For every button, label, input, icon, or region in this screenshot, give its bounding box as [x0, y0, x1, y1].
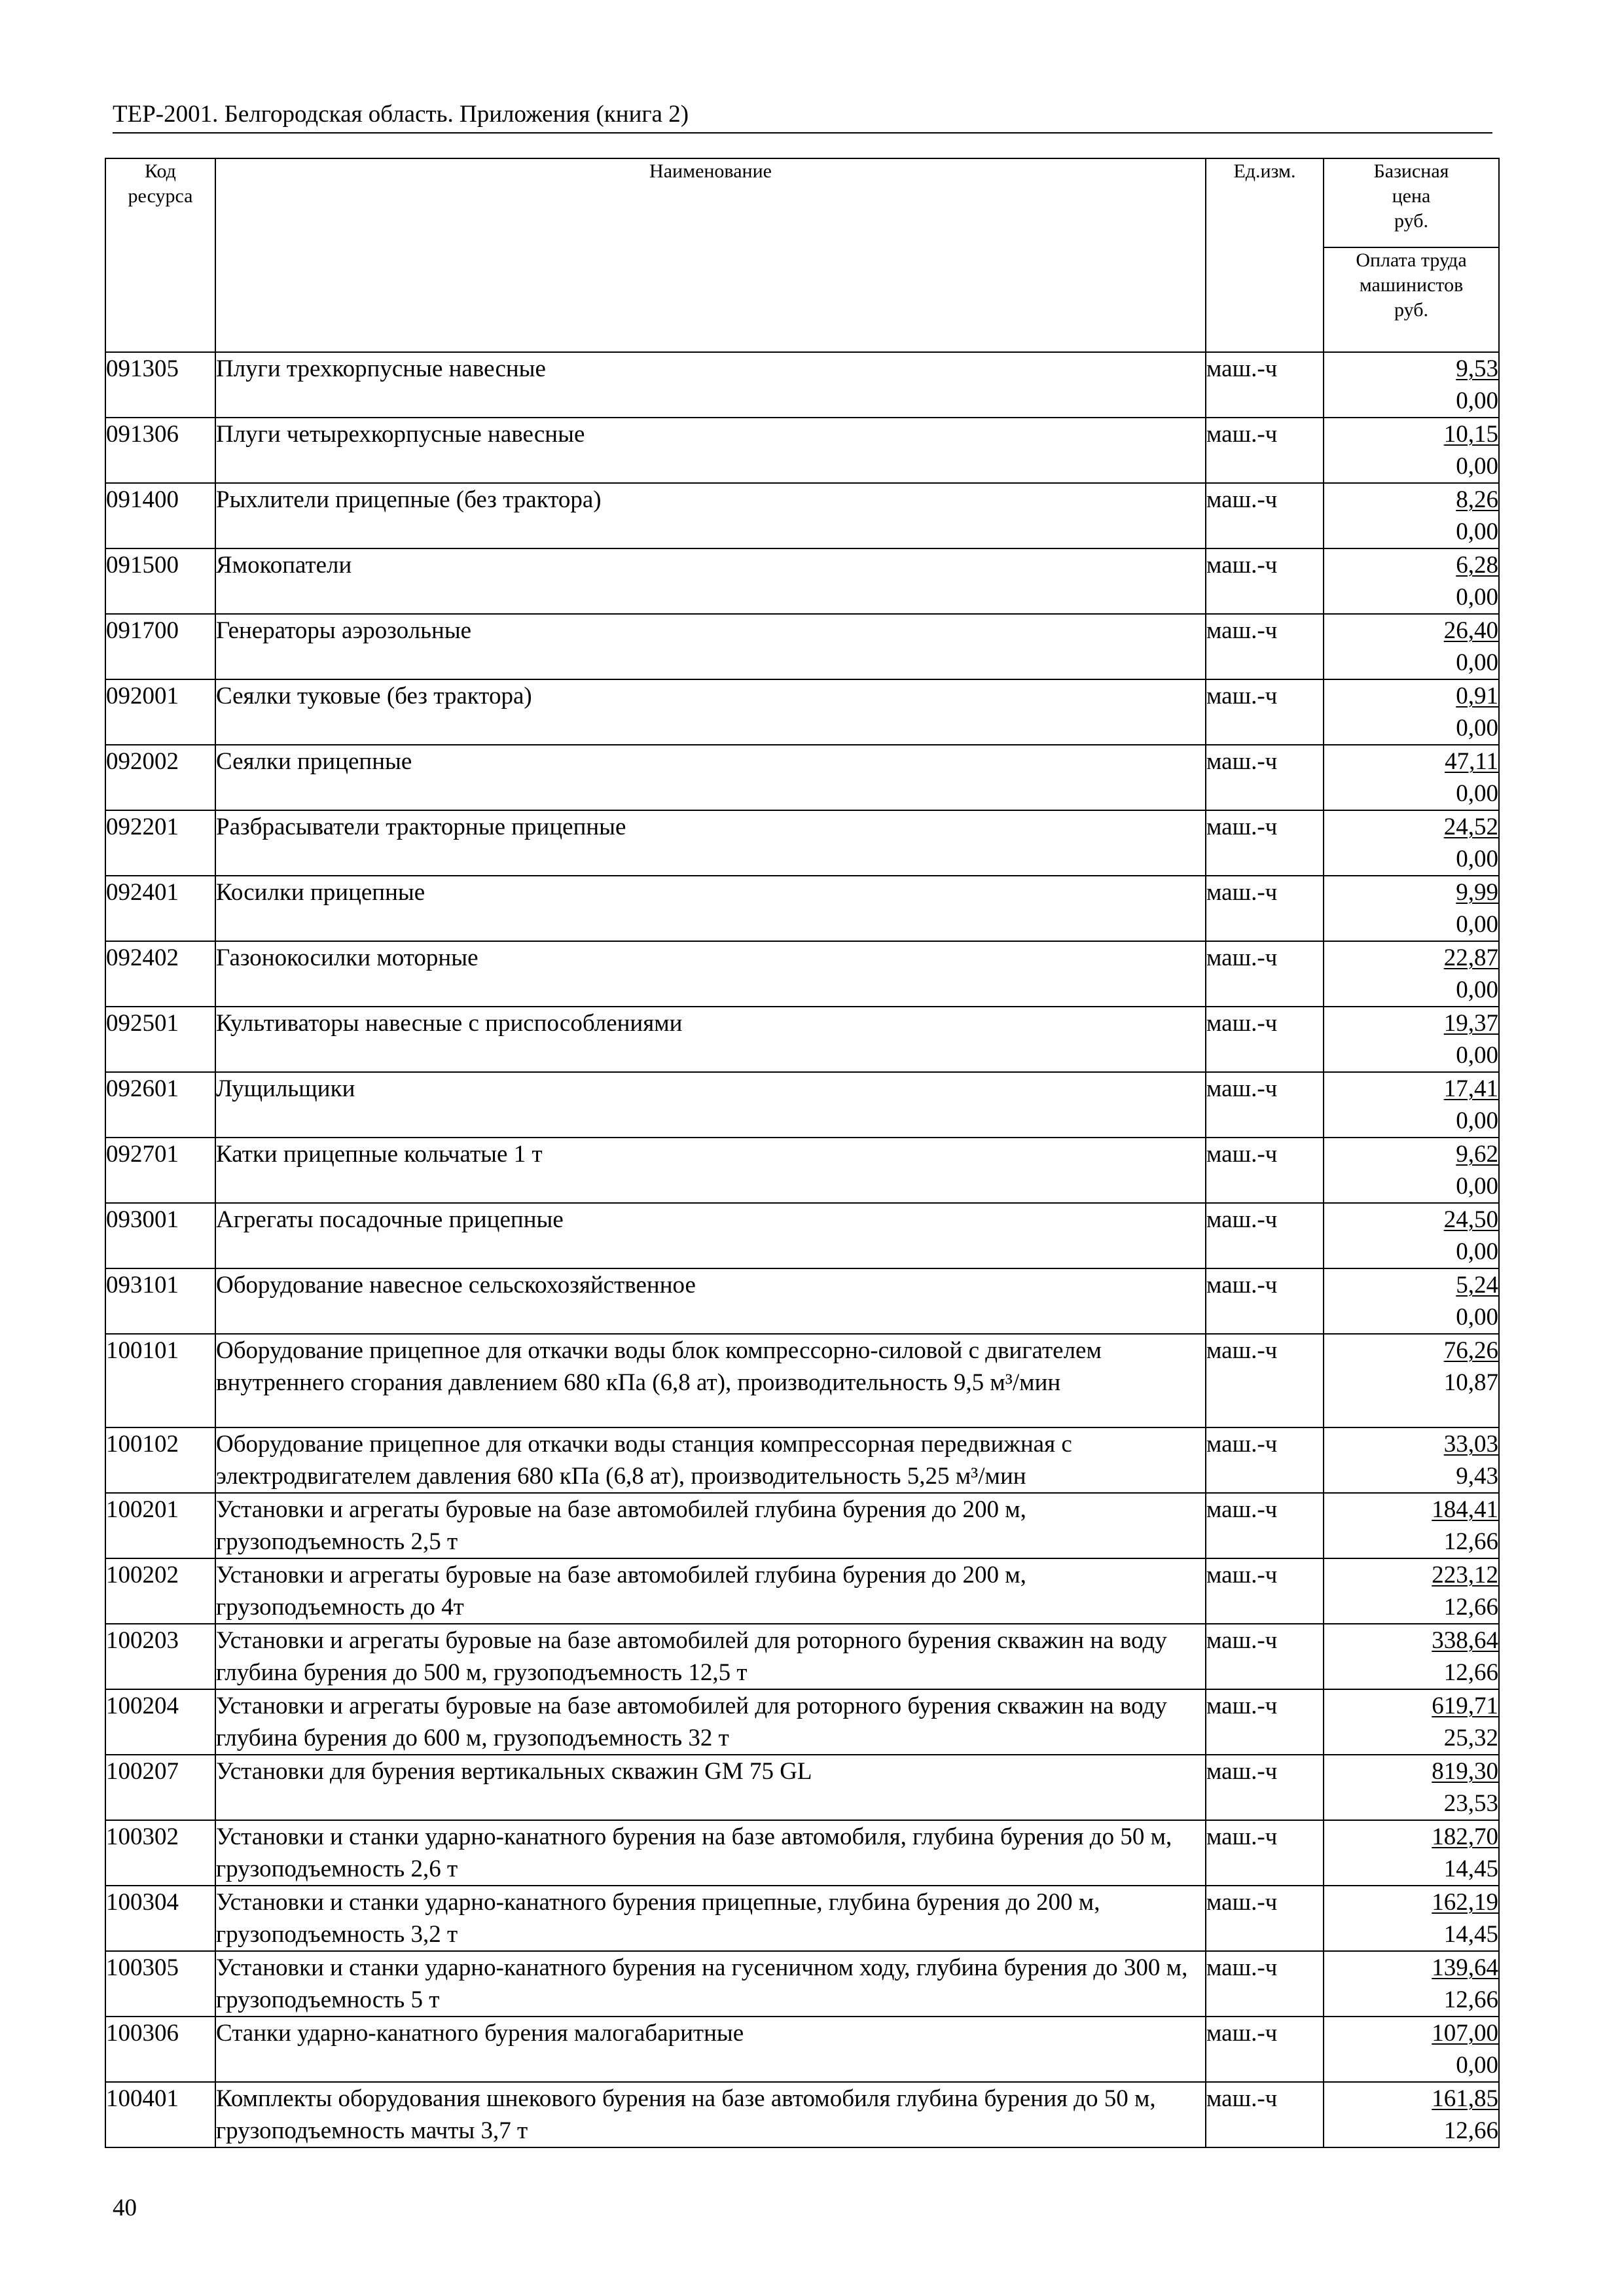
table-row [105, 1138, 1499, 1203]
price-cell [1324, 2017, 1499, 2082]
table-row [105, 614, 1499, 679]
table-row [105, 745, 1499, 810]
resource-code: 092701 [105, 1138, 215, 1203]
table-row [105, 679, 1499, 745]
labor-price: 14,45 [1443, 1856, 1498, 1882]
base-price-wrapper [1324, 1269, 1498, 1301]
base-price: 24,50 [1443, 1206, 1498, 1233]
labor-price: 0,00 [1456, 911, 1498, 938]
price-cell [1324, 1951, 1499, 2017]
base-price: 161,85 [1432, 2085, 1498, 2112]
table-row [105, 810, 1499, 876]
base-price-wrapper [1324, 1952, 1498, 1984]
resource-code: 092402 [105, 941, 215, 1007]
labor-price: 12,66 [1443, 1986, 1498, 2013]
table-row [105, 483, 1499, 548]
resource-code: 100102 [105, 1427, 215, 1493]
resource-unit: маш.-ч [1206, 1755, 1324, 1820]
resource-name: Косилки прицепные [215, 876, 1206, 941]
base-price-wrapper [1324, 418, 1498, 450]
price-cell [1324, 1007, 1499, 1072]
base-price-wrapper [1324, 549, 1498, 581]
table-row [105, 1886, 1499, 1951]
labor-price: 0,00 [1456, 846, 1498, 872]
price-cell [1324, 1493, 1499, 1558]
labor-price: 0,00 [1456, 1173, 1498, 1200]
price-cell [1324, 548, 1499, 614]
table-body [105, 352, 1499, 2147]
resource-name: Комплекты оборудования шнекового бурения на базе автомобиля глубина бурения до 50 м, грузоподъемность мачты 3,7 т [215, 2082, 1206, 2147]
base-price-wrapper [1324, 1204, 1498, 1236]
resource-name: Разбрасыватели тракторные прицепные [215, 810, 1206, 876]
base-price: 182,70 [1432, 1823, 1498, 1850]
price-cell [1324, 1624, 1499, 1689]
labor-price: 0,00 [1456, 1107, 1498, 1134]
table-row [105, 1755, 1499, 1820]
column-header-name: Наименование [215, 158, 1206, 352]
column-header-code: Код ресурса [105, 158, 215, 352]
table-row [105, 1203, 1499, 1268]
column-header-base-price: Базисная цена руб. [1324, 158, 1499, 247]
resource-name: Сеялки прицепные [215, 745, 1206, 810]
labor-price: 12,66 [1443, 1659, 1498, 1686]
resource-name: Установки и агрегаты буровые на базе автомобилей глубина бурения до 200 м, грузоподъемность 2,5 т [215, 1493, 1206, 1558]
price-cell [1324, 418, 1499, 483]
resource-code: 091400 [105, 483, 215, 548]
labor-price: 0,00 [1456, 780, 1498, 807]
labor-price: 0,00 [1456, 387, 1498, 414]
labor-price: 0,00 [1456, 584, 1498, 611]
resource-name: Рыхлители прицепные (без трактора) [215, 483, 1206, 548]
table-row [105, 352, 1499, 418]
base-price: 223,12 [1432, 1562, 1498, 1588]
labor-price: 23,53 [1443, 1790, 1498, 1817]
resource-name: Генераторы аэрозольные [215, 614, 1206, 679]
base-price: 8,26 [1456, 486, 1498, 513]
base-price-wrapper [1324, 615, 1498, 647]
base-price-wrapper [1324, 1755, 1498, 1787]
base-price-wrapper [1324, 1624, 1498, 1657]
resource-unit: маш.-ч [1206, 745, 1324, 810]
resource-name: Установки и станки ударно-канатного бурения на базе автомобиля, глубина бурения до 50 м, грузоподъемность 2,6 т [215, 1820, 1206, 1886]
resource-code: 100202 [105, 1558, 215, 1624]
column-header-labor: Оплата труда машинистов руб. [1324, 247, 1499, 352]
base-price-wrapper [1324, 1559, 1498, 1591]
labor-price: 9,43 [1456, 1463, 1498, 1490]
price-cell [1324, 352, 1499, 418]
base-price-wrapper [1324, 1886, 1498, 1918]
base-price-wrapper [1324, 942, 1498, 974]
base-price-wrapper [1324, 811, 1498, 843]
resource-name: Оборудование прицепное для откачки воды блок компрессорно-силовой с двигателем внутреннего сгорания давлением 680 кПа (6,8 ат), производительность 9,5 м³/мин [215, 1334, 1206, 1427]
table-row [105, 1334, 1499, 1427]
resource-name: Культиваторы навесные с приспособлениями [215, 1007, 1206, 1072]
table-row [105, 1820, 1499, 1886]
resource-code: 092002 [105, 745, 215, 810]
resource-unit: маш.-ч [1206, 1334, 1324, 1427]
table-row [105, 1951, 1499, 2017]
resource-unit: маш.-ч [1206, 418, 1324, 483]
base-price-wrapper [1324, 1073, 1498, 1105]
resource-name: Установки и агрегаты буровые на базе автомобилей для роторного бурения скважин на воду глубина бурения до 500 м, грузоподъемность 12,5 т [215, 1624, 1206, 1689]
price-cell [1324, 1268, 1499, 1334]
labor-price: 0,00 [1456, 1304, 1498, 1331]
table-row [105, 1689, 1499, 1755]
labor-price: 0,00 [1456, 977, 1498, 1003]
resource-unit: маш.-ч [1206, 1427, 1324, 1493]
price-cell [1324, 1072, 1499, 1138]
resource-unit: маш.-ч [1206, 1886, 1324, 1951]
resource-unit: маш.-ч [1206, 876, 1324, 941]
price-cell [1324, 614, 1499, 679]
price-cell [1324, 745, 1499, 810]
labor-price: 12,66 [1443, 1528, 1498, 1555]
table-row [105, 1268, 1499, 1334]
resource-unit: маш.-ч [1206, 1624, 1324, 1689]
price-cell [1324, 1755, 1499, 1820]
price-cell [1324, 1427, 1499, 1493]
base-price-wrapper [1324, 680, 1498, 712]
base-price-wrapper [1324, 1690, 1498, 1722]
base-price: 162,19 [1432, 1889, 1498, 1916]
resource-unit: маш.-ч [1206, 614, 1324, 679]
base-price: 619,71 [1432, 1693, 1498, 1719]
price-cell [1324, 483, 1499, 548]
base-price: 338,64 [1432, 1627, 1498, 1654]
resource-code: 100203 [105, 1624, 215, 1689]
table-row [105, 1493, 1499, 1558]
base-price-wrapper [1324, 1335, 1498, 1367]
resource-unit: маш.-ч [1206, 1689, 1324, 1755]
base-price-wrapper [1324, 1821, 1498, 1853]
price-cell [1324, 679, 1499, 745]
resource-name: Оборудование прицепное для откачки воды станция компрессорная передвижная с электродвигателем давления 680 кПа (6,8 ат), производительность 5,25 м³/мин [215, 1427, 1206, 1493]
labor-price: 12,66 [1443, 2117, 1498, 2144]
price-cell [1324, 1334, 1499, 1427]
price-cell [1324, 1203, 1499, 1268]
base-price: 139,64 [1432, 1954, 1498, 1981]
table-row [105, 1072, 1499, 1138]
resource-name: Сеялки туковые (без трактора) [215, 679, 1206, 745]
resource-unit: маш.-ч [1206, 548, 1324, 614]
resource-name: Оборудование навесное сельскохозяйственное [215, 1268, 1206, 1334]
resource-unit: маш.-ч [1206, 1951, 1324, 2017]
labor-price: 12,66 [1443, 1594, 1498, 1621]
resource-name: Агрегаты посадочные прицепные [215, 1203, 1206, 1268]
base-price: 107,00 [1432, 2020, 1498, 2047]
resource-name: Установки и агрегаты буровые на базе автомобилей для роторного бурения скважин на воду глубина бурения до 600 м, грузоподъемность 32 т [215, 1689, 1206, 1755]
base-price: 24,52 [1443, 814, 1498, 840]
resource-unit: маш.-ч [1206, 483, 1324, 548]
labor-price: 0,00 [1456, 1238, 1498, 1265]
labor-price: 0,00 [1456, 453, 1498, 480]
resource-name: Ямокопатели [215, 548, 1206, 614]
resource-unit: маш.-ч [1206, 1007, 1324, 1072]
base-price-wrapper [1324, 745, 1498, 778]
resource-code: 091500 [105, 548, 215, 614]
labor-price: 0,00 [1456, 1042, 1498, 1069]
base-price-wrapper [1324, 484, 1498, 516]
resource-name: Катки прицепные кольчатые 1 т [215, 1138, 1206, 1203]
table-row [105, 2082, 1499, 2147]
price-cell [1324, 876, 1499, 941]
table-row [105, 548, 1499, 614]
base-price: 47,11 [1445, 748, 1498, 775]
price-cell [1324, 2082, 1499, 2147]
base-price-wrapper [1324, 1428, 1498, 1460]
resource-unit: маш.-ч [1206, 1203, 1324, 1268]
base-price-wrapper [1324, 2017, 1498, 2049]
base-price: 819,30 [1432, 1758, 1498, 1785]
resource-unit: маш.-ч [1206, 1268, 1324, 1334]
table-row [105, 1624, 1499, 1689]
base-price-wrapper [1324, 1138, 1498, 1170]
resource-name: Газонокосилки моторные [215, 941, 1206, 1007]
resource-code: 100304 [105, 1886, 215, 1951]
base-price-wrapper [1324, 353, 1498, 385]
base-price: 26,40 [1443, 617, 1498, 644]
labor-price: 0,00 [1456, 649, 1498, 676]
base-price: 10,15 [1443, 421, 1498, 448]
resource-unit: маш.-ч [1206, 941, 1324, 1007]
labor-price: 25,32 [1443, 1725, 1498, 1751]
price-cell [1324, 810, 1499, 876]
resource-name: Установки для бурения вертикальных скважин GM 75 GL [215, 1755, 1206, 1820]
resource-name: Лущильщики [215, 1072, 1206, 1138]
resource-unit: маш.-ч [1206, 1072, 1324, 1138]
base-price: 19,37 [1443, 1010, 1498, 1037]
base-price: 33,03 [1443, 1431, 1498, 1458]
resource-unit: маш.-ч [1206, 2017, 1324, 2082]
resource-name: Установки и станки ударно-канатного бурения на гусеничном ходу, глубина бурения до 300 м, грузоподъемность 5 т [215, 1951, 1206, 2017]
resource-code: 092401 [105, 876, 215, 941]
resource-code: 092601 [105, 1072, 215, 1138]
resource-unit: маш.-ч [1206, 810, 1324, 876]
base-price-wrapper [1324, 2083, 1498, 2115]
resource-code: 093101 [105, 1268, 215, 1334]
price-cell [1324, 1558, 1499, 1624]
base-price: 9,99 [1456, 879, 1498, 906]
price-cell [1324, 941, 1499, 1007]
labor-price: 10,87 [1443, 1369, 1498, 1396]
base-price-wrapper [1324, 876, 1498, 908]
resource-name: Установки и агрегаты буровые на базе автомобилей глубина бурения до 200 м, грузоподъемность до 4т [215, 1558, 1206, 1624]
resource-name: Станки ударно-канатного бурения малогабаритные [215, 2017, 1206, 2082]
price-cell [1324, 1820, 1499, 1886]
resource-name: Установки и станки ударно-канатного бурения прицепные, глубина бурения до 200 м, грузоподъемность 3,2 т [215, 1886, 1206, 1951]
resource-code: 100306 [105, 2017, 215, 2082]
resource-unit: маш.-ч [1206, 1820, 1324, 1886]
resource-code: 092501 [105, 1007, 215, 1072]
labor-price: 0,00 [1456, 518, 1498, 545]
resource-code: 100207 [105, 1755, 215, 1820]
table-row [105, 941, 1499, 1007]
table-row [105, 1558, 1499, 1624]
table-row [105, 876, 1499, 941]
labor-price: 0,00 [1456, 2052, 1498, 2079]
base-price-wrapper [1324, 1494, 1498, 1526]
resource-table [105, 158, 1500, 2148]
resource-name: Плуги четырехкорпусные навесные [215, 418, 1206, 483]
resource-name: Плуги трехкорпусные навесные [215, 352, 1206, 418]
resource-unit: маш.-ч [1206, 2082, 1324, 2147]
labor-price: 14,45 [1443, 1921, 1498, 1948]
resource-code: 100401 [105, 2082, 215, 2147]
price-cell [1324, 1689, 1499, 1755]
table-row [105, 1007, 1499, 1072]
resource-code: 100201 [105, 1493, 215, 1558]
column-header-unit: Ед.изм. [1206, 158, 1324, 352]
base-price: 5,24 [1456, 1272, 1498, 1299]
base-price: 76,26 [1443, 1337, 1498, 1364]
resource-code: 091305 [105, 352, 215, 418]
resource-code: 093001 [105, 1203, 215, 1268]
labor-price: 0,00 [1456, 715, 1498, 742]
table-row [105, 418, 1499, 483]
base-price: 9,53 [1456, 355, 1498, 382]
base-price-wrapper [1324, 1007, 1498, 1039]
page-number: 40 [113, 2195, 137, 2221]
resource-code: 092001 [105, 679, 215, 745]
base-price: 9,62 [1456, 1141, 1498, 1168]
base-price: 22,87 [1443, 944, 1498, 971]
resource-code: 091700 [105, 614, 215, 679]
page-header: ТЕР-2001. Белгородская область. Приложения (книга 2) [113, 98, 1492, 134]
resource-code: 091306 [105, 418, 215, 483]
resource-unit: маш.-ч [1206, 1558, 1324, 1624]
price-cell [1324, 1886, 1499, 1951]
price-cell [1324, 1138, 1499, 1203]
resource-code: 100302 [105, 1820, 215, 1886]
resource-unit: маш.-ч [1206, 352, 1324, 418]
resource-code: 100101 [105, 1334, 215, 1427]
resource-unit: маш.-ч [1206, 679, 1324, 745]
table-row [105, 2017, 1499, 2082]
base-price: 0,91 [1456, 683, 1498, 709]
table-row [105, 1427, 1499, 1493]
resource-code: 092201 [105, 810, 215, 876]
base-price: 6,28 [1456, 552, 1498, 579]
base-price: 17,41 [1443, 1075, 1498, 1102]
resource-unit: маш.-ч [1206, 1493, 1324, 1558]
resource-code: 100305 [105, 1951, 215, 2017]
base-price: 184,41 [1432, 1496, 1498, 1523]
resource-unit: маш.-ч [1206, 1138, 1324, 1203]
resource-code: 100204 [105, 1689, 215, 1755]
